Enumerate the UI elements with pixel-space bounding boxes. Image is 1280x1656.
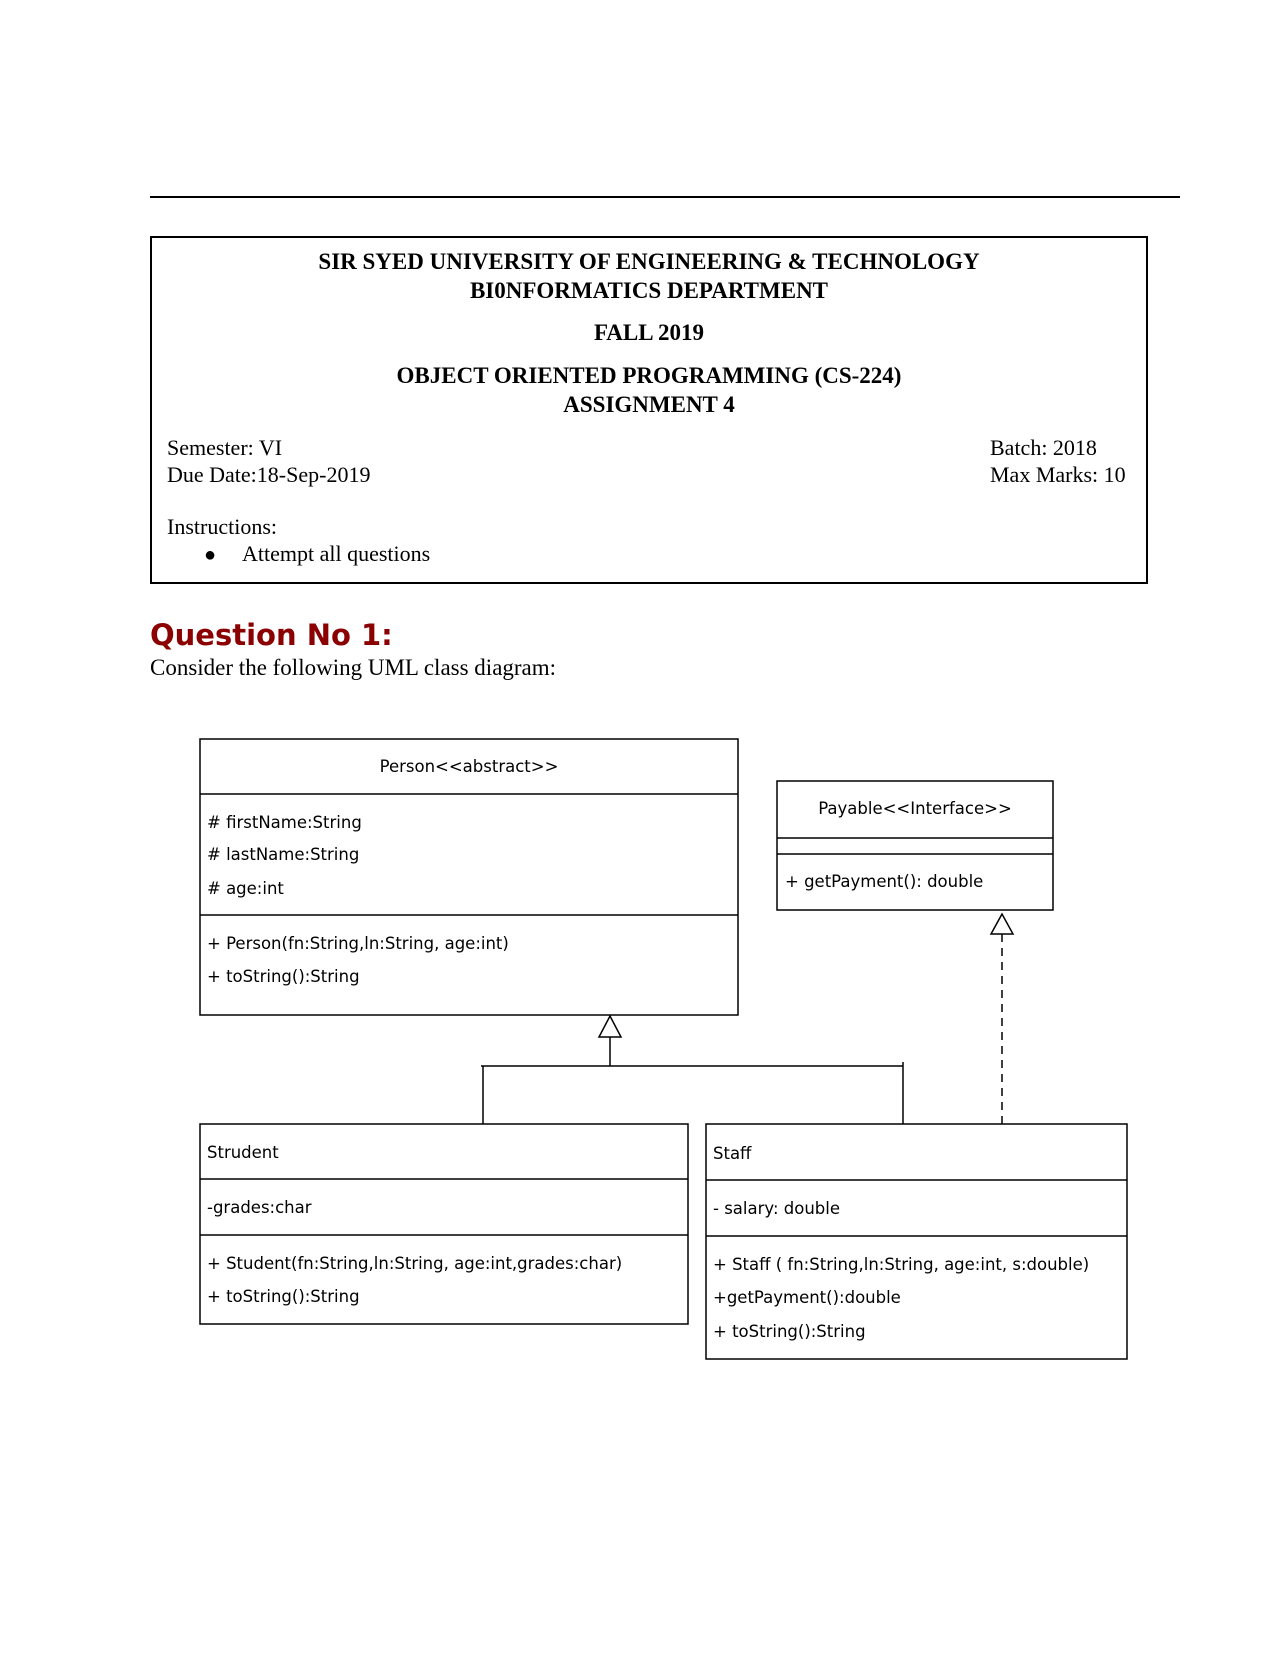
instruction-item: Attempt all questions [242,541,431,566]
staff-method: + toString():String [713,1322,866,1341]
question-text: Consider the following UML class diagram: [150,655,557,680]
person-attribute: # lastName:String [207,845,360,864]
instructions-label: Instructions: [167,514,277,539]
student-method: + toString():String [207,1287,360,1306]
staff-method: + Staff ( fn:String,ln:String, age:int, s:double) [713,1255,1090,1274]
person-class-name: Person<<abstract>> [379,757,559,776]
assignment-number: ASSIGNMENT 4 [563,392,735,417]
payable-interface-name: Payable<<Interface>> [818,799,1012,818]
payable-method: + getPayment(): double [785,872,984,891]
due-date: Due Date:18-Sep-2019 [167,462,371,487]
person-attribute: # age:int [207,879,284,898]
batch: Batch: 2018 [990,435,1097,460]
semester: Semester: VI [167,435,283,460]
term: FALL 2019 [593,320,705,345]
person-method: + Person(fn:String,ln:String, age:int) [207,934,509,953]
max-marks: Max Marks: 10 [990,462,1126,487]
question-title: Question No 1: [150,618,393,652]
department-name: BI0NFORMATICS DEPARTMENT [469,278,829,303]
course-title: OBJECT ORIENTED PROGRAMMING (CS-224) [396,363,902,388]
staff-attribute: - salary: double [713,1199,840,1218]
inheritance-arrowhead [599,1016,621,1037]
staff-method: +getPayment():double [713,1288,901,1307]
student-method: + Student(fn:String,ln:String, age:int,grades:char) [207,1254,623,1273]
person-method: + toString():String [207,967,360,986]
realization-arrowhead [991,914,1013,934]
university-name: SIR SYED UNIVERSITY OF ENGINEERING & TECHNOLOGY [318,249,980,274]
staff-class-name: Staff [713,1144,752,1163]
person-attribute: # firstName:String [207,813,362,832]
student-class-name: Strudent [207,1143,279,1162]
student-attribute: -grades:char [207,1198,312,1217]
bullet-icon: ● [204,544,217,566]
